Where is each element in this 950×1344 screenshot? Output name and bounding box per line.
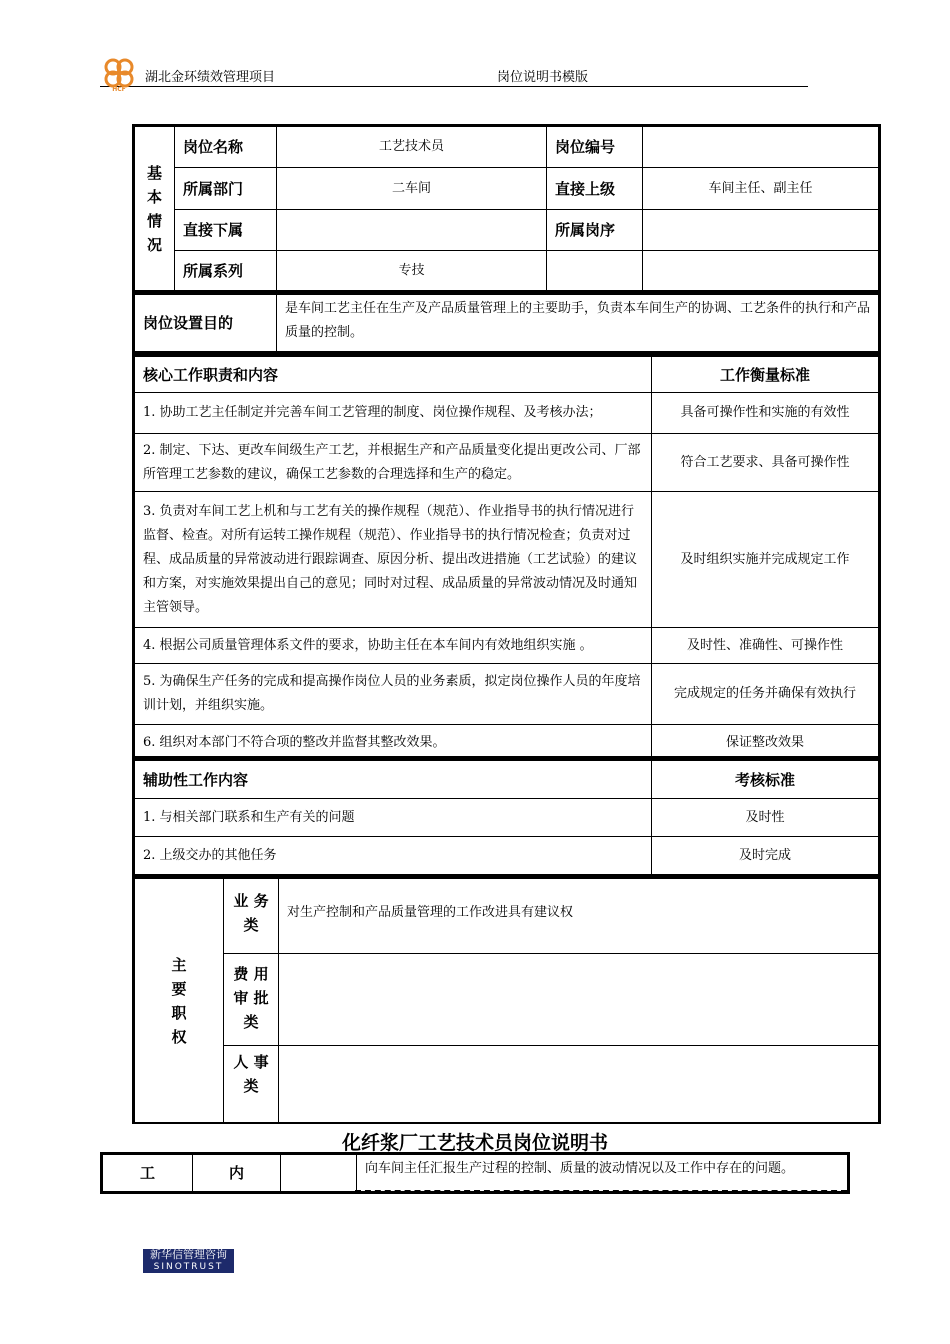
bottom-cell-3 <box>281 1155 357 1192</box>
subordinate-value <box>277 210 547 251</box>
superior-value: 车间主任、副主任 <box>643 168 879 210</box>
document-title: 化纤浆厂工艺技术员岗位说明书 <box>341 1132 608 1154</box>
purpose-section <box>132 292 881 354</box>
authority-expense-label: 费 用 审 批 类 <box>224 954 279 1046</box>
bottom-report-text: 向车间主任汇报生产过程的控制、质量的波动情况以及工作中存在的问题。 <box>357 1155 848 1192</box>
subordinate-label: 直接下属 <box>175 210 277 251</box>
authority-expense-text <box>279 954 879 1046</box>
aux-duties-header: 辅助性工作内容 <box>135 761 652 799</box>
core-standard-item: 完成规定的任务并确保有效执行 <box>652 664 879 725</box>
consultancy-logo-en: SINOTRUST <box>153 1262 224 1272</box>
bottom-cell-1: 工 <box>103 1155 193 1192</box>
core-duty-item: 4. 根据公司质量管理体系文件的要求，协助主任在本车间内有效地组织实施 。 <box>135 628 652 664</box>
core-standard-item: 及时性、准确性、可操作性 <box>652 628 879 664</box>
authority-hr-label: 人 事 类 <box>224 1046 279 1123</box>
authority-section-label: 主 要 职 权 <box>135 879 224 1123</box>
basic-info-section <box>132 124 881 292</box>
authority-section <box>132 876 881 1124</box>
position-code-label: 岗位编号 <box>547 127 643 168</box>
bottom-partial-table <box>100 1152 850 1194</box>
core-duty-item: 2. 制定、下达、更改车间级生产工艺，并根据生产和产品质量变化提出更改公司、厂部所管理工艺参数的建议，确保工艺参数的合理选择和生产的稳定。 <box>135 434 652 492</box>
authority-business-label: 业 务 类 <box>224 879 279 954</box>
header-project: 湖北金环绩效管理项目 <box>145 70 276 85</box>
basic-section-label: 基 本 情 况 <box>135 127 175 291</box>
page-header <box>100 52 808 92</box>
core-duty-item: 5. 为确保生产任务的完成和提高操作岗位人员的业务素质，拟定岗位操作人员的年度培训计划，并组织实施。 <box>135 664 652 725</box>
core-standard-item: 保证整改效果 <box>652 725 879 761</box>
aux-standard-header: 考核标准 <box>652 761 879 799</box>
series-empty-cell-2 <box>643 251 879 291</box>
core-standard-item: 具备可操作性和实施的有效性 <box>652 393 879 434</box>
aux-duty-item: 2. 上级交办的其他任务 <box>135 837 652 875</box>
sequence-label: 所属岗序 <box>547 210 643 251</box>
dashed-divider-short <box>280 1192 355 1193</box>
bottom-cell-2: 内 <box>193 1155 281 1192</box>
series-empty-cell <box>547 251 643 291</box>
logo-text: HCF <box>112 86 126 92</box>
consultancy-logo-cn: 新华信管理咨询 <box>150 1248 227 1261</box>
company-logo <box>100 54 138 92</box>
purpose-text: 是车间工艺主任在生产及产品质量管理上的主要助手，负责本车间生产的协调、工艺条件的执行和产品质量的控制。 <box>277 295 879 352</box>
aux-duty-item: 1. 与相关部门联系和生产有关的问题 <box>135 799 652 837</box>
core-standard-header: 工作衡量标准 <box>652 357 879 393</box>
authority-hr-text <box>279 1046 879 1123</box>
core-duties-header: 核心工作职责和内容 <box>135 357 652 393</box>
position-code-value <box>643 127 879 168</box>
sequence-value <box>643 210 879 251</box>
core-standard-item: 及时组织实施并完成规定工作 <box>652 492 879 628</box>
department-label: 所属部门 <box>175 168 277 210</box>
core-duty-item: 1. 协助工艺主任制定并完善车间工艺管理的制度、岗位操作规程、及考核办法； <box>135 393 652 434</box>
core-duties-section <box>132 354 881 758</box>
dashed-divider <box>355 1190 847 1192</box>
department-value: 二车间 <box>277 168 547 210</box>
aux-duties-section <box>132 758 881 876</box>
authority-business-text: 对生产控制和产品质量管理的工作改进具有建议权 <box>279 879 879 954</box>
position-name-label: 岗位名称 <box>175 127 277 168</box>
series-value: 专技 <box>277 251 547 291</box>
position-name-value: 工艺技术员 <box>277 127 547 168</box>
header-template: 岗位说明书模版 <box>497 70 589 85</box>
core-duty-item: 3. 负责对车间工艺上机和与工艺有关的操作规程（规范）、作业指导书的执行情况进行监督、检查。对所有运转工操作规程（规范）、作业指导书的执行情况检查；负责对过程、成品质量的异常波动进行跟踪调查、原因分析、提出改进措施（工艺试验）的建议和方案，对实施效果提出自己的意见；同时对过程、成品质量的异常波动情况及时通知主管领导。 <box>135 492 652 628</box>
consultancy-logo <box>143 1249 234 1273</box>
core-duty-item: 6. 组织对本部门不符合项的整改并监督其整改效果。 <box>135 725 652 761</box>
superior-label: 直接上级 <box>547 168 643 210</box>
aux-standard-item: 及时完成 <box>652 837 879 875</box>
core-standard-item: 符合工艺要求、具备可操作性 <box>652 434 879 492</box>
aux-standard-item: 及时性 <box>652 799 879 837</box>
purpose-label: 岗位设置目的 <box>135 295 277 352</box>
series-label: 所属系列 <box>175 251 277 291</box>
